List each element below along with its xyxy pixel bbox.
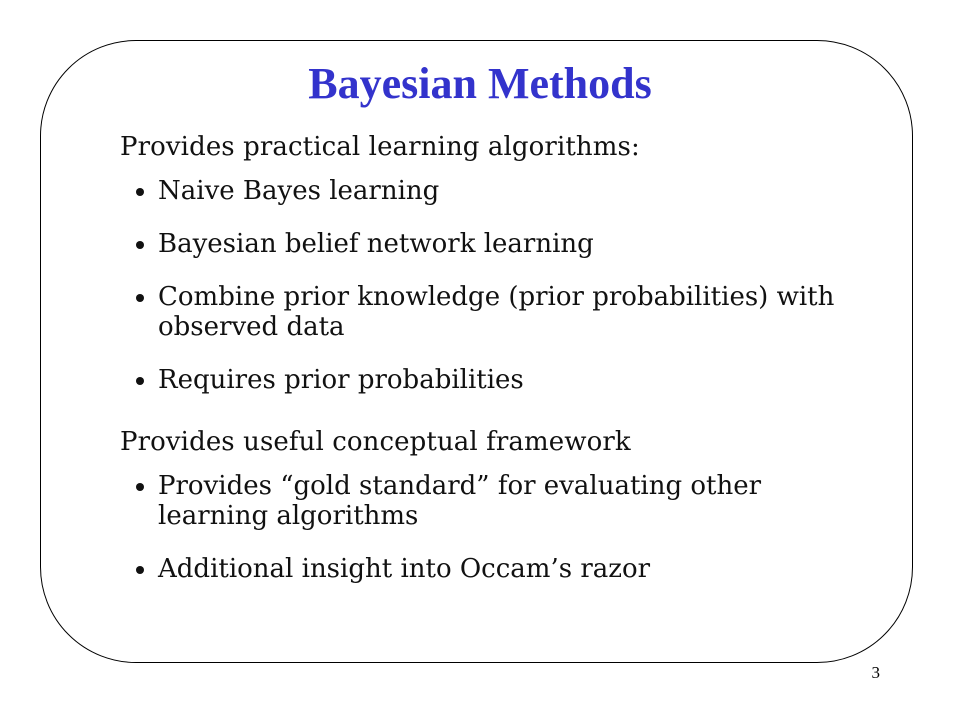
bullet-item xyxy=(120,229,840,259)
slide-content xyxy=(120,130,840,607)
slide-title: Bayesian Methods xyxy=(308,59,652,108)
bullet-dot-icon xyxy=(136,377,144,385)
bullet-text: Naive Bayes learning xyxy=(158,176,440,206)
bullet-item xyxy=(120,471,840,531)
bullet-list-conceptual xyxy=(120,471,840,584)
bullet-text: Bayesian belief network learning xyxy=(158,229,594,259)
bullet-dot-icon xyxy=(136,566,144,574)
bullet-text: Requires prior probabilities xyxy=(158,365,524,395)
bullet-dot-icon xyxy=(136,188,144,196)
page-number: 3 xyxy=(871,663,880,682)
bullet-item xyxy=(120,282,840,342)
bullet-item xyxy=(120,176,840,206)
bullet-item xyxy=(120,554,840,584)
bullet-text: Combine prior knowledge (prior probabilities) with observed data xyxy=(158,282,835,342)
bullet-list-practical xyxy=(120,176,840,395)
bullet-text: Provides “gold standard” for evaluating other learning algorithms xyxy=(158,471,762,531)
bullet-dot-icon xyxy=(136,483,144,491)
bullet-dot-icon xyxy=(136,241,144,249)
bullet-text: Additional insight into Occam’s razor xyxy=(158,554,651,584)
section-heading-practical: Provides practical learning algorithms: xyxy=(120,132,640,162)
bullet-dot-icon xyxy=(136,294,144,302)
bullet-item xyxy=(120,365,840,395)
section-heading-conceptual: Provides useful conceptual framework xyxy=(120,427,631,457)
